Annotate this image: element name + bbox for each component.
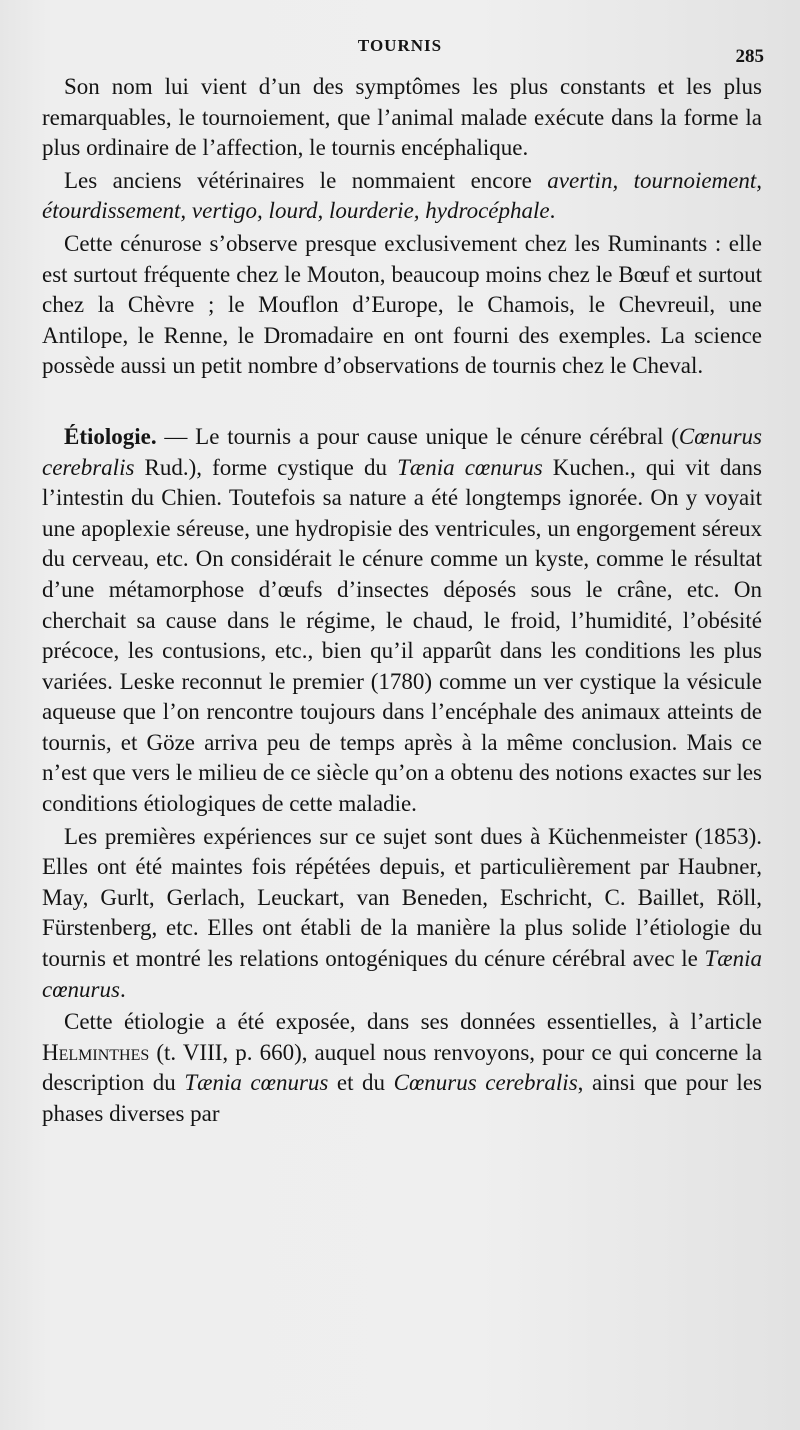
paragraph-text: , ainsi que pour les phases diverses par — [42, 1070, 762, 1126]
paragraph-text: Les premières expériences sur ce sujet sont dues à Küchenmeister (1853). Elles ont été maintes fois répétées depuis, et particulièrement par Haubner, May, Gurlt, Gerlach, Leuckart, van Beneden, Eschricht, C. Baillet, Röll, Fürstenberg, etc. Elles ont établi de la manière la plus solide l’étiologie du tournis et montré les relations ontogéniques du cénure cérébral avec le — [42, 823, 762, 972]
paragraph-text: Rud.), forme cystique du — [134, 454, 398, 480]
species-name: Tænia cœnurus — [42, 946, 762, 1002]
paragraph-name-origin: Son nom lui vient d’un des symptômes les plus constants et les plus remarquables, le tournoiement, que l’animal malade exécute dans la forme la plus ordinaire de l’affection, le tournis encéphalique. — [42, 74, 762, 161]
species-name: Tænia cœnurus — [397, 454, 543, 480]
page-number: 285 — [735, 46, 764, 67]
running-title: TOURNIS — [357, 36, 443, 55]
page-body — [42, 72, 762, 1130]
paragraph-text: Cette étiologie a été exposée, dans ses données essentielles, à l’article — [64, 1009, 762, 1035]
paragraph-text: — Le tournis a pour cause unique le cénure cérébral ( — [156, 423, 679, 449]
section-heading: Étiologie. — [64, 423, 157, 449]
species-name: Cœnurus cerebralis — [393, 1070, 578, 1096]
paragraph-text: (t. VIII, p. 660), auquel nous renvoyons, pour ce qui concerne la description du — [42, 1039, 762, 1096]
paragraph-synonyms — [42, 166, 762, 227]
paragraph-experiments — [42, 822, 762, 1006]
paragraph-text: . — [119, 976, 126, 1002]
paragraph-text: et du — [328, 1070, 394, 1096]
paragraph-host-species: Cette cénurose s’observe presque exclusivement chez les Ruminants : elle est surtout fréquente chez le Mouton, beaucoup moins chez le Bœuf et surtout chez la Chèvre ; le Mouflon d’Europe, le Chamois, le Chevreuil, une Antilope, le Renne, le Dromadaire en ont fourni des exemples. La science possède aussi un petit nombre d’observations de tournis chez le Cheval. — [42, 230, 762, 379]
species-name: Cœnurus cerebralis — [42, 423, 762, 480]
paragraph-text: Kuchen., qui vit dans l’intestin du Chien. Toutefois sa nature a été longtemps ignorée. On y voyait une apoplexie séreuse, une hydropisie des ventricules, un engorgement séreux du cerveau, etc. On considérait le cénure comme un kyste, comme le résultat d’une métamorphose d’œufs d’insectes déposés sous le crâne, etc. On cherchait sa cause dans le régime, le chaud, le froid, l’humidité, l’obésité précoce, les contusions, etc., bien qu’il apparût dans les conditions les plus variées. Leske reconnut le premier (1780) comme un ver cystique la vésicule aqueuse que l’on rencontre toujours dans l’encéphale des animaux atteints de tournis, et Göze arriva peu de temps après à la même conclusion. Mais ce n’est que vers le milieu de ce siècle qu’on a obtenu des notions exactes sur les conditions étiologiques de cette maladie. — [42, 454, 762, 817]
paragraph-text: Les anciens vétérinaires le nommaient encore — [64, 167, 548, 193]
species-name: Tænia cœnurus — [184, 1070, 329, 1096]
paragraph-text: . — [549, 198, 556, 224]
paragraph-cross-reference — [42, 1007, 762, 1129]
article-reference: Helminthes — [42, 1039, 150, 1065]
synonym-list: avertin, tournoiement, étourdissement, vertigo, lourd, lourderie, hydrocéphale — [42, 167, 763, 224]
paragraph-etiology — [42, 422, 762, 820]
